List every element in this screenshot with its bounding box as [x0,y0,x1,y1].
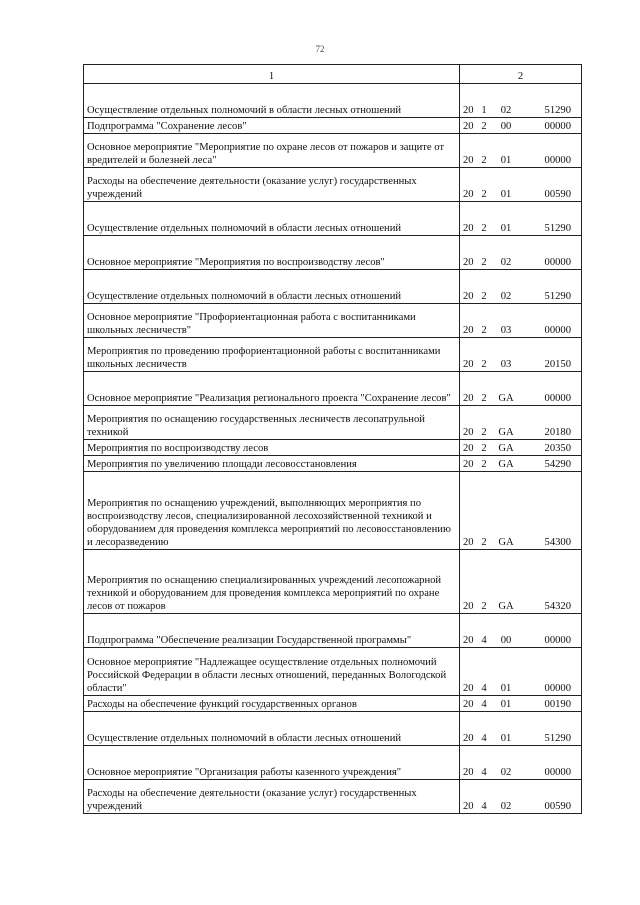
code-part-1: 20 [463,537,474,548]
code-part-4: 20180 [544,427,571,438]
code-part-4: 00000 [544,155,571,166]
code-part-4: 00000 [544,121,571,132]
row-description: Подпрограмма "Обеспечение реализации Государственной программы" [84,614,460,648]
code-part-3: 03 [500,359,512,370]
table-row [84,712,582,746]
row-description: Осуществление отдельных полномочий в области лесных отношений [84,270,460,304]
code-part-4: 20350 [544,443,571,454]
table-row [84,440,582,456]
row-classification-code [460,338,582,372]
code-part-4: 54300 [544,537,571,548]
row-classification-code [460,550,582,614]
row-description: Основное мероприятие "Мероприятия по воспроизводству лесов" [84,236,460,270]
code-part-4: 00000 [544,325,571,336]
code-part-2: 2 [481,291,487,302]
code-part-1: 20 [463,189,474,200]
code-part-2: 4 [481,733,487,744]
code-part-1: 20 [463,801,474,812]
table-row [84,236,582,270]
code-part-2: 2 [481,427,487,438]
row-description: Мероприятия по оснащению государственных лесничеств лесопатрульной техникой [84,406,460,440]
code-part-2: 2 [481,537,487,548]
code-part-4: 20150 [544,359,571,370]
table-row [84,550,582,614]
row-classification-code [460,372,582,406]
code-part-2: 2 [481,443,487,454]
code-part-1: 20 [463,699,474,710]
code-part-3: 01 [500,223,512,234]
code-part-1: 20 [463,601,474,612]
row-description: Осуществление отдельных полномочий в области лесных отношений [84,712,460,746]
code-part-3: 00 [500,121,512,132]
table-row [84,406,582,440]
code-part-1: 20 [463,635,474,646]
code-part-2: 2 [481,155,487,166]
row-description: Осуществление отдельных полномочий в области лесных отношений [84,202,460,236]
code-part-4: 51290 [544,291,571,302]
row-description: Мероприятия по увеличению площади лесовосстановления [84,456,460,472]
code-part-1: 20 [463,459,474,470]
code-part-3: GA [498,537,514,548]
column-header-1: 1 [84,65,460,84]
table-row [84,472,582,550]
code-part-2: 2 [481,325,487,336]
code-part-1: 20 [463,223,474,234]
row-description: Основное мероприятие "Организация работы казенного учреждения" [84,746,460,780]
row-classification-code [460,304,582,338]
code-part-3: 01 [500,189,512,200]
code-part-2: 4 [481,801,487,812]
code-part-3: GA [498,427,514,438]
table-row [84,84,582,118]
table-row [84,696,582,712]
code-part-1: 20 [463,359,474,370]
row-classification-code [460,406,582,440]
row-classification-code [460,440,582,456]
code-part-2: 2 [481,359,487,370]
code-part-4: 51290 [544,223,571,234]
row-description: Основное мероприятие "Реализация регионального проекта "Сохранение лесов" [84,372,460,406]
row-classification-code [460,472,582,550]
code-part-4: 54320 [544,601,571,612]
table-row [84,780,582,814]
row-classification-code [460,118,582,134]
table-row [84,338,582,372]
table-row [84,746,582,780]
code-part-1: 20 [463,767,474,778]
row-classification-code [460,648,582,696]
table-row [84,648,582,696]
code-part-3: 00 [500,635,512,646]
table-row [84,168,582,202]
row-classification-code [460,168,582,202]
code-part-2: 2 [481,459,487,470]
row-classification-code [460,614,582,648]
code-part-4: 00590 [544,801,571,812]
code-part-2: 2 [481,257,487,268]
code-part-1: 20 [463,443,474,454]
code-part-3: 02 [500,257,512,268]
budget-classification-table [83,64,582,814]
row-description: Расходы на обеспечение деятельности (оказание услуг) государственных учреждений [84,780,460,814]
code-part-1: 20 [463,427,474,438]
row-classification-code [460,456,582,472]
code-part-2: 2 [481,223,487,234]
code-part-4: 00000 [544,767,571,778]
table-row [84,456,582,472]
code-part-3: 02 [500,291,512,302]
code-part-1: 20 [463,155,474,166]
row-description: Основное мероприятие "Профориентационная работа с воспитанниками школьных лесничеств" [84,304,460,338]
table-row [84,202,582,236]
row-classification-code [460,236,582,270]
code-part-1: 20 [463,733,474,744]
code-part-3: GA [498,443,514,454]
code-part-1: 20 [463,257,474,268]
row-description: Мероприятия по оснащению учреждений, выполняющих мероприятия по воспроизводству лесов, специализированной лесохозяйственной техникой и оборудованием для проведения комплекса мероприятий по лесовосстановлению и лесоразведению [84,472,460,550]
code-part-4: 00590 [544,189,571,200]
code-part-3: 01 [500,683,512,694]
column-header-2: 2 [460,65,582,84]
row-description: Основное мероприятие "Надлежащее осуществление отдельных полномочий Российской Федерации в области лесных отношений, переданных Вологодской области" [84,648,460,696]
table-row [84,134,582,168]
code-part-3: 01 [500,699,512,710]
table-row [84,372,582,406]
code-part-2: 2 [481,189,487,200]
code-part-3: 02 [500,801,512,812]
row-description: Мероприятия по оснащению специализированных учреждений лесопожарной техникой и оборудованием для проведения комплекса мероприятий по охране лесов от пожаров [84,550,460,614]
code-part-3: 02 [500,767,512,778]
row-description: Подпрограмма "Сохранение лесов" [84,118,460,134]
code-part-3: GA [498,601,514,612]
code-part-4: 51290 [544,105,571,116]
row-classification-code [460,712,582,746]
code-part-4: 00000 [544,257,571,268]
code-part-1: 20 [463,105,474,116]
code-part-2: 4 [481,767,487,778]
code-part-3: 02 [500,105,512,116]
code-part-2: 1 [481,105,487,116]
row-description: Осуществление отдельных полномочий в области лесных отношений [84,84,460,118]
row-classification-code [460,696,582,712]
code-part-1: 20 [463,121,474,132]
table-row [84,270,582,304]
code-part-2: 4 [481,699,487,710]
code-part-4: 51290 [544,733,571,744]
code-part-2: 2 [481,393,487,404]
code-part-3: 01 [500,155,512,166]
table-row [84,614,582,648]
table-row [84,304,582,338]
code-part-4: 00000 [544,393,571,404]
code-part-4: 00000 [544,683,571,694]
code-part-2: 4 [481,683,487,694]
code-part-2: 2 [481,601,487,612]
code-part-1: 20 [463,683,474,694]
code-part-2: 2 [481,121,487,132]
code-part-4: 54290 [544,459,571,470]
row-description: Расходы на обеспечение деятельности (оказание услуг) государственных учреждений [84,168,460,202]
code-part-3: 03 [500,325,512,336]
code-part-1: 20 [463,291,474,302]
row-classification-code [460,746,582,780]
code-part-3: 01 [500,733,512,744]
code-part-2: 4 [481,635,487,646]
page-number: 72 [315,44,325,54]
row-classification-code [460,780,582,814]
row-classification-code [460,270,582,304]
table-header-row [84,65,582,84]
row-description: Основное мероприятие "Мероприятие по охране лесов от пожаров и защите от вредителей и болезней леса" [84,134,460,168]
row-classification-code [460,134,582,168]
row-classification-code [460,84,582,118]
table-row [84,118,582,134]
code-part-4: 00000 [544,635,571,646]
code-part-1: 20 [463,325,474,336]
code-part-4: 00190 [544,699,571,710]
row-description: Мероприятия по воспроизводству лесов [84,440,460,456]
code-part-3: GA [498,393,514,404]
row-classification-code [460,202,582,236]
row-description: Мероприятия по проведению профориентационной работы с воспитанниками школьных лесничеств [84,338,460,372]
code-part-1: 20 [463,393,474,404]
row-description: Расходы на обеспечение функций государственных органов [84,696,460,712]
code-part-3: GA [498,459,514,470]
